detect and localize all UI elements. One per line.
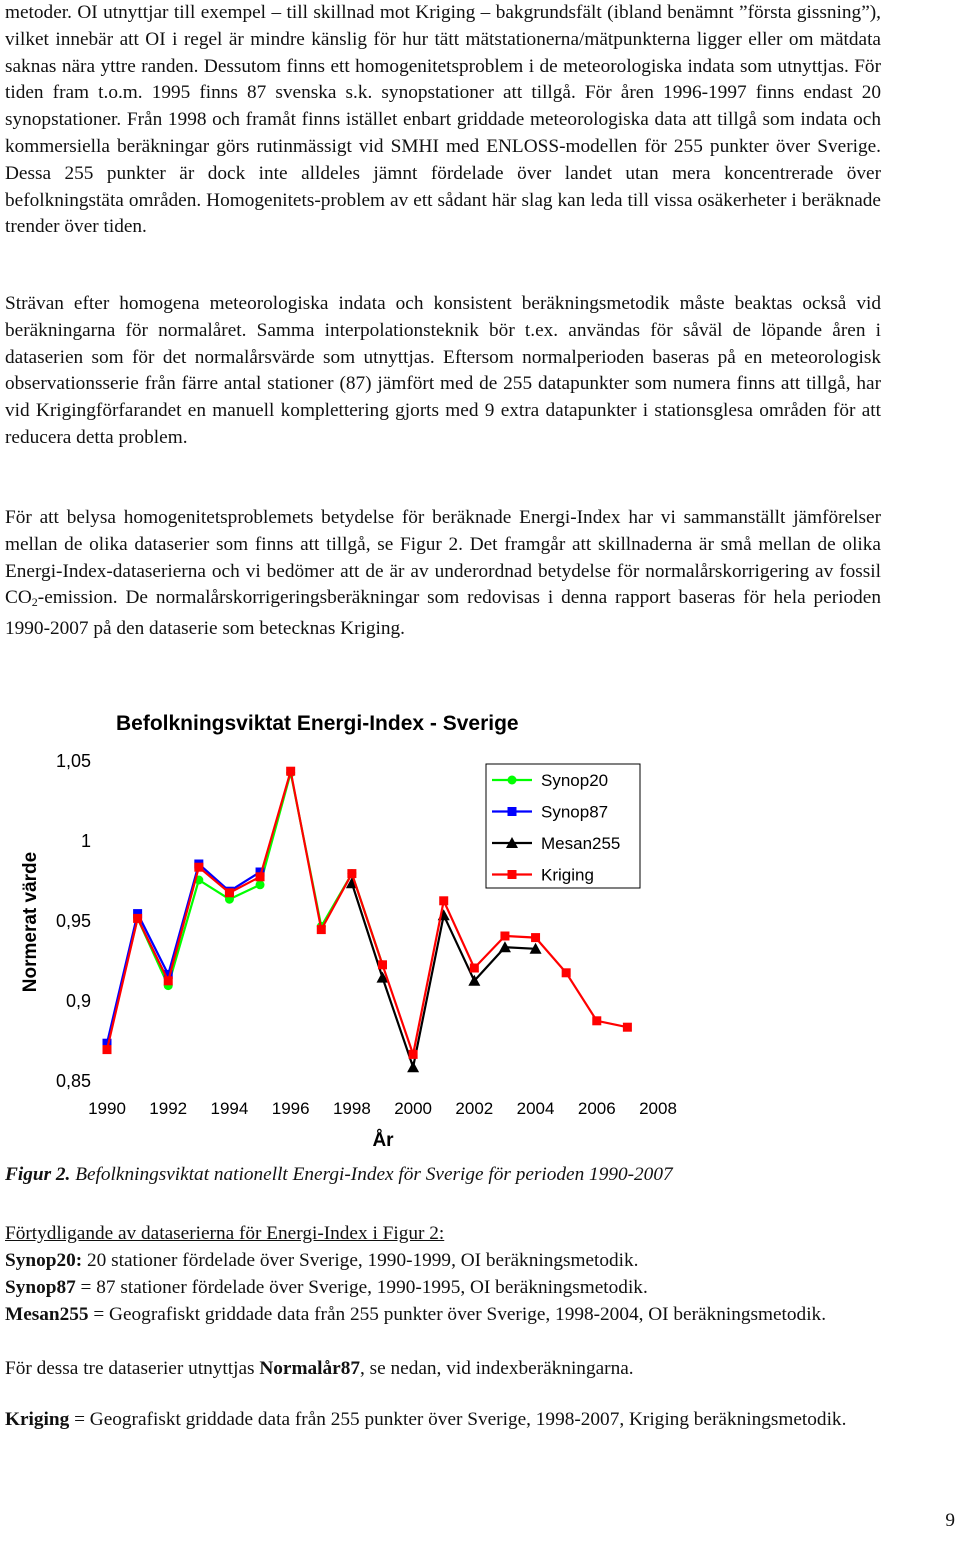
co2-subscript: 2 — [31, 595, 38, 610]
definition-text: = Geografiskt griddade data från 255 punkter över Sverige, 1998-2007, Kriging beräkningsmetodik. — [69, 1409, 847, 1430]
data-point-kriging — [133, 914, 142, 923]
paragraph-text-part: För att belysa homogenitetsproblemets betydelse för beräknade Energi-Index har vi sammanställt jämförelser mellan de olika dataserier som finns att tillgå, se Figur 2. Det framgår att skillnaderna är små mellan de olika Energi-Index-dataserierna och vi bedömer att de är av underordnad betydelse för normalårskorrigering av fossil CO — [5, 507, 881, 609]
definition-term: Mesan255 — [5, 1304, 89, 1325]
chart-legend — [486, 764, 640, 888]
note-text: För dessa tre dataserier utnyttjas — [5, 1358, 260, 1379]
page-number: 9 — [945, 1510, 955, 1531]
data-point-kriging — [347, 869, 356, 878]
data-point-kriging — [378, 960, 387, 969]
data-point-kriging — [225, 888, 234, 897]
data-point-kriging — [562, 968, 571, 977]
data-point-kriging — [317, 925, 326, 934]
note-text: , se nedan, vid indexberäkningarna. — [360, 1358, 634, 1379]
y-tick-label: 1,05 — [55, 751, 91, 771]
data-point-kriging — [164, 976, 173, 985]
data-point-kriging — [194, 863, 203, 872]
data-point-kriging — [623, 1023, 632, 1032]
definition-synop20 — [5, 1248, 881, 1275]
legend-marker — [508, 776, 517, 785]
data-point-kriging — [286, 767, 295, 776]
legend-label: Synop20 — [541, 771, 609, 790]
y-tick-labels — [56, 751, 91, 1091]
data-point-kriging — [592, 1016, 601, 1025]
x-tick-label: 1992 — [149, 1099, 188, 1118]
legend-marker — [508, 870, 517, 879]
figure-caption — [5, 1164, 673, 1186]
data-point-kriging — [103, 1045, 112, 1054]
data-point-kriging — [409, 1050, 418, 1059]
legend-label: Synop87 — [541, 802, 609, 822]
y-tick-label: 0,95 — [55, 911, 91, 931]
definition-term: Kriging — [5, 1409, 70, 1430]
y-tick-label: 0,85 — [55, 1071, 91, 1091]
definition-text: = Geografiskt griddade data från 255 punkter över Sverige, 1998-2004, OI beräkningsmetodik. — [88, 1304, 827, 1325]
x-tick-label: 2002 — [455, 1099, 494, 1118]
paragraph-interpolation-methods: metoder. OI utnyttjar till exempel – till skillnad mot Kriging – bakgrundsfält (ibland benämnt ”första gissning”), vilket innebär att OI i regel är mindre känslig för hur tätt mätstationerna/mätpunkterna ligger eller om mätdata saknas nära yttre randen. Dessutom finns ett homogenitetsproblem i de meteorologiska indata som utnyttjas. För tiden fram t.o.m. 1995 finns 87 svenska s.k. synopstationer att tillgå. För åren 1996-1997 finns endast 20 synopstationer. Från 1998 och framåt finns istället enbart griddade meteorologiska data att tillgå som indata och kommersiella beräkningar görs rutinmässigt vid SMHI med ENLOSS-modellen för 255 punkter över Sverige. Dessa 255 punkter är dock inte alldeles jämnt fördelade över landet utan mera koncentrerade över befolkningstäta områden. Homogenitets-problem av ett sådant här slag kan leda till vissa osäkerheter i beräknade trender över tiden. — [5, 2, 881, 238]
x-tick-label: 2000 — [394, 1099, 433, 1118]
x-tick-label: 2006 — [577, 1099, 616, 1118]
definition-synop87 — [5, 1275, 881, 1302]
legend-marker — [508, 807, 517, 816]
x-tick-label: 2004 — [516, 1099, 555, 1118]
definition-kriging — [5, 1407, 881, 1434]
definitions-heading: Förtydligande av dataserierna för Energi-Index i Figur 2: — [5, 1223, 445, 1244]
series-mesan255 — [346, 877, 542, 1072]
x-tick-label: 1990 — [88, 1099, 126, 1118]
series-line-synop20 — [107, 773, 383, 1045]
y-tick-label: 1 — [80, 831, 91, 851]
data-point-kriging — [256, 872, 265, 881]
x-tick-label: 1998 — [332, 1099, 371, 1118]
data-point-kriging — [531, 933, 540, 942]
definition-text: = 87 stationer fördelade över Sverige, 1990-1995, OI beräkningsmetodik. — [75, 1277, 648, 1298]
definition-text: 20 stationer fördelade över Sverige, 1990-1999, OI beräkningsmetodik. — [82, 1250, 639, 1271]
chart-title: Befolkningsviktat Energi-Index - Sverige — [116, 712, 519, 735]
x-tick-label: 1996 — [271, 1099, 310, 1118]
definition-note — [5, 1356, 881, 1383]
figure-caption-text: Befolkningsviktat nationellt Energi-Index för Sverige för perioden 1990-2007 — [70, 1164, 673, 1185]
definition-mesan255 — [5, 1302, 881, 1329]
x-tick-labels — [88, 1099, 677, 1118]
data-point-mesan255 — [407, 1061, 419, 1072]
x-axis-label: År — [372, 1130, 394, 1151]
figure-caption-label: Figur 2. — [5, 1164, 71, 1185]
data-point-kriging — [470, 964, 479, 973]
y-tick-label: 0,9 — [65, 991, 91, 1011]
series-synop20 — [103, 768, 388, 1049]
definition-term: Synop20: — [5, 1250, 83, 1271]
data-point-kriging — [439, 896, 448, 905]
y-axis-label: Normerat värde — [20, 851, 41, 993]
data-point-synop20 — [256, 880, 265, 889]
legend-label: Kriging — [541, 865, 594, 885]
paragraph-text-part: -emission. De normalårskorrigeringsberäkningar som redovisas i denna rapport baseras för hela perioden 1990-2007 på den dataserie som betecknas Kriging. — [5, 587, 881, 640]
note-term: Normalår87 — [259, 1358, 360, 1379]
energy-index-chart — [0, 690, 700, 1160]
definition-term: Synop87 — [5, 1277, 76, 1298]
legend-label: Mesan255 — [541, 834, 621, 853]
x-tick-label: 1994 — [210, 1099, 249, 1118]
paragraph-homogeneity — [5, 505, 881, 643]
x-tick-label: 2008 — [639, 1099, 677, 1118]
data-point-kriging — [500, 932, 509, 941]
paragraph-normal-year: Strävan efter homogena meteorologiska indata och konsistent beräkningsmetodik måste beaktas också vid beräkningarna för normalåret. Samma interpolationsteknik bör t.ex. användas för såväl de löpande åren i dataserien som för det normalårsvärde som utnyttjas. Eftersom normalperioden baseras på en meteorologisk observationsserie från färre antal stationer (87) jämfört med de 255 datapunkter som numera finns att tillgå, har vid Krigingförfarandet en manuell komplettering gjorts med 9 extra datapunkter i stationsglesa områden för att reducera detta problem. — [5, 293, 881, 448]
